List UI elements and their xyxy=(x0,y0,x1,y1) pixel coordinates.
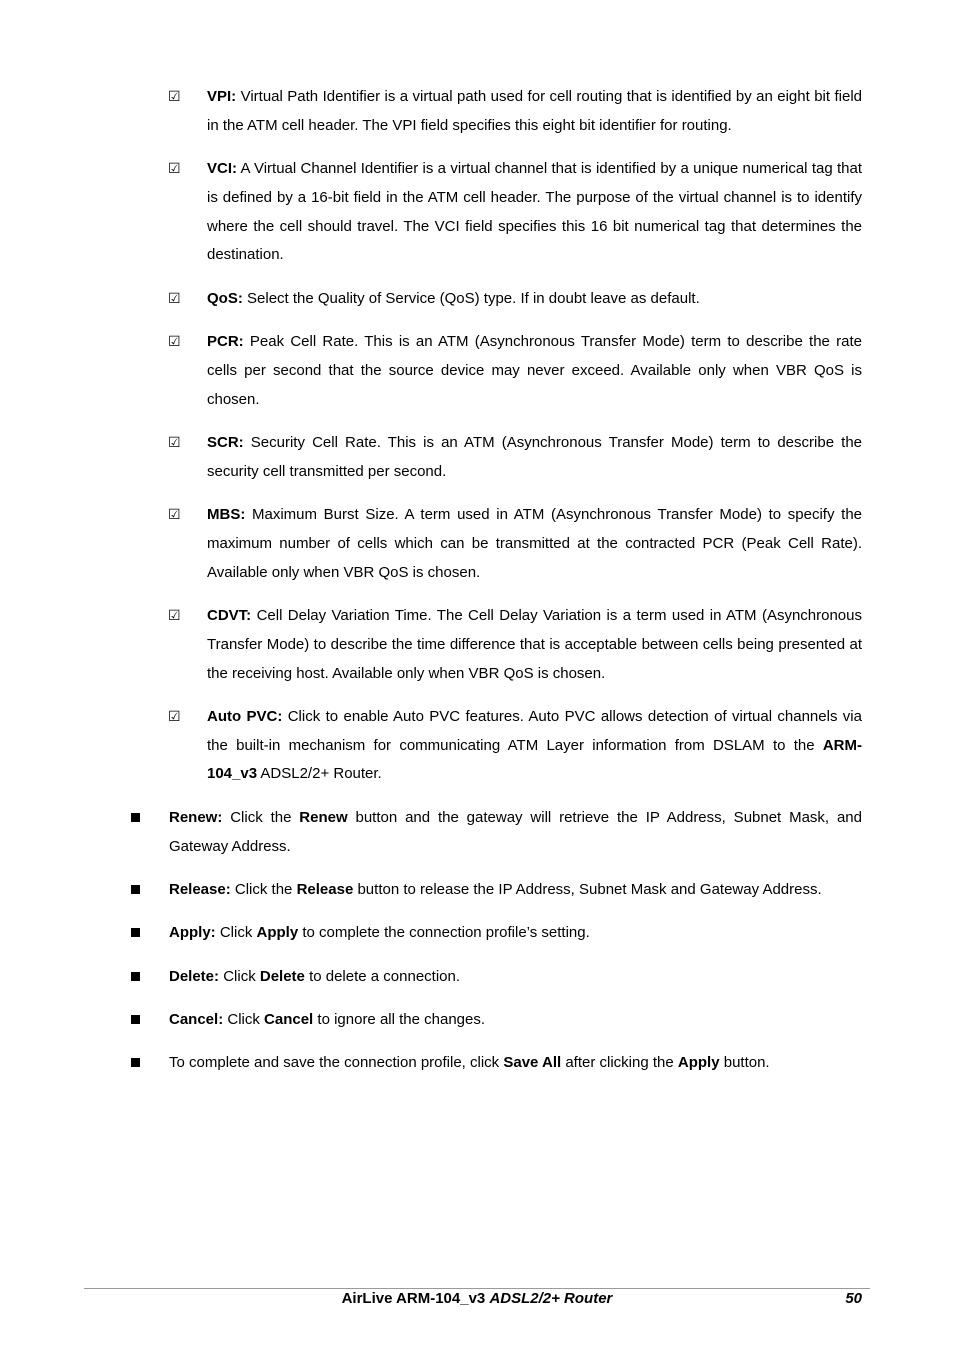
parameter-checklist xyxy=(168,83,862,804)
button-name: Save All xyxy=(503,1054,562,1072)
term-description: Click to enable Auto PVC features. Auto PVC allows detection of virtual channels via the built-in mechanism for communicating ATM Layer information from DSLAM to the xyxy=(207,707,862,754)
term-label: Apply: xyxy=(169,924,216,942)
button-name: Delete xyxy=(259,967,305,985)
bullet-text: to ignore all the changes. xyxy=(313,1010,486,1028)
checked-box-icon: ☑ xyxy=(168,434,181,451)
term-description-end: ADSL2/2+ Router. xyxy=(257,765,382,783)
bullet-item-release xyxy=(129,876,862,905)
check-item-cdvt xyxy=(168,602,862,688)
term-label: MBS: xyxy=(207,506,246,524)
square-bullet-icon xyxy=(131,1015,140,1024)
bullet-text: button and the gateway will retrieve the IP Address, Subnet Mask, and Gateway Address. xyxy=(169,809,862,855)
bullet-item-cancel xyxy=(129,1006,862,1035)
term-label: Renew: xyxy=(169,809,223,826)
checked-box-icon: ☑ xyxy=(168,334,181,351)
check-item-mbs xyxy=(168,501,862,587)
check-item-vpi xyxy=(168,83,862,141)
term-label: PCR: xyxy=(207,333,244,351)
button-name: Apply xyxy=(256,924,299,942)
term-label: Auto PVC: xyxy=(207,707,283,725)
term-description: Cell Delay Variation Time. The Cell Delay Variation is a term used in ATM (Asynchronous Transfer Mode) to describe the time difference that is acceptable between cells being presented at the receiving host. Available only when VBR QoS is chosen. xyxy=(207,606,862,682)
bullet-text: to complete the connection profile’s setting. xyxy=(298,924,590,942)
term-label: VCI: xyxy=(207,160,237,178)
term-description: Select the Quality of Service (QoS) type. If in doubt leave as default. xyxy=(242,289,700,307)
bullet-text: Click the xyxy=(230,881,297,899)
term-label: SCR: xyxy=(207,433,244,451)
button-name: Renew xyxy=(299,809,348,826)
bullet-text: after clicking the xyxy=(561,1054,678,1072)
bullet-text: button to release the IP Address, Subnet Mask and Gateway Address. xyxy=(353,881,822,899)
term-label: Release: xyxy=(169,881,231,899)
square-bullet-icon xyxy=(131,813,140,822)
square-bullet-icon xyxy=(131,928,140,937)
checked-box-icon: ☑ xyxy=(168,607,181,624)
bullet-text: Click xyxy=(223,1010,265,1028)
checked-box-icon: ☑ xyxy=(168,290,181,307)
term-description: Virtual Path Identifier is a virtual path used for cell routing that is identified by an eight bit field in the ATM cell header. The VPI field specifies this eight bit identifier for routing. xyxy=(207,88,862,134)
square-bullet-icon xyxy=(131,1058,140,1067)
model-name: ARM-104_v3 xyxy=(207,736,862,783)
square-bullet-icon xyxy=(131,885,140,894)
term-label: Cancel: xyxy=(169,1010,224,1028)
footer-product-type: ADSL2/2+ Router xyxy=(489,1290,613,1307)
button-name: Release xyxy=(296,881,354,899)
page-number: 50 xyxy=(845,1290,862,1307)
checked-box-icon: ☑ xyxy=(168,161,181,178)
term-description: Maximum Burst Size. A term used in ATM (Asynchronous Transfer Mode) to specify the maximum number of cells which can be transmitted at the contracted PCR (Peak Cell Rate). Available only when VBR QoS is chosen. xyxy=(207,506,862,581)
bullet-text: To complete and save the connection profile, click xyxy=(169,1054,504,1072)
term-label: QoS: xyxy=(207,289,243,307)
button-name: Apply xyxy=(677,1054,720,1072)
bullet-item-renew xyxy=(129,804,862,862)
term-description: A Virtual Channel Identifier is a virtual channel that is identified by a unique numerical tag that is defined by a 16-bit field in the ATM cell header. The purpose of the virtual channel is to identify where the cell should travel. The VCI field specifies this 16 bit numerical tag that determines the destination. xyxy=(207,160,862,264)
checked-box-icon: ☑ xyxy=(168,507,181,524)
bullet-text: to delete a connection. xyxy=(304,967,461,985)
check-item-pcr xyxy=(168,328,862,414)
bullet-text: Click xyxy=(219,967,260,985)
bullet-text: Click the xyxy=(222,809,300,826)
button-name: Cancel xyxy=(264,1010,314,1028)
term-label: CDVT: xyxy=(207,606,252,624)
check-item-scr xyxy=(168,429,862,487)
checked-box-icon: ☑ xyxy=(168,708,181,725)
bullet-text: Click xyxy=(215,924,257,942)
button-bullet-list xyxy=(129,804,862,1093)
square-bullet-icon xyxy=(131,972,140,981)
bullet-item-delete xyxy=(129,963,862,992)
footer-product-name: AirLive ARM-104_v3 xyxy=(341,1290,490,1307)
footer-product-title xyxy=(0,1289,954,1309)
term-label: Delete: xyxy=(169,967,220,985)
check-item-qos xyxy=(168,285,862,314)
bullet-item-save-all xyxy=(129,1049,862,1078)
term-label: VPI: xyxy=(207,88,237,105)
check-item-vci xyxy=(168,155,862,270)
bullet-text: button. xyxy=(719,1054,770,1072)
check-item-auto-pvc xyxy=(168,703,862,789)
checked-box-icon: ☑ xyxy=(168,89,181,105)
bullet-item-apply xyxy=(129,919,862,948)
term-description: Security Cell Rate. This is an ATM (Asynchronous Transfer Mode) term to describe the security cell transmitted per second. xyxy=(207,433,862,480)
term-description: Peak Cell Rate. This is an ATM (Asynchronous Transfer Mode) term to describe the rate cells per second that the source device may never exceed. Available only when VBR QoS is chosen. xyxy=(207,333,862,408)
